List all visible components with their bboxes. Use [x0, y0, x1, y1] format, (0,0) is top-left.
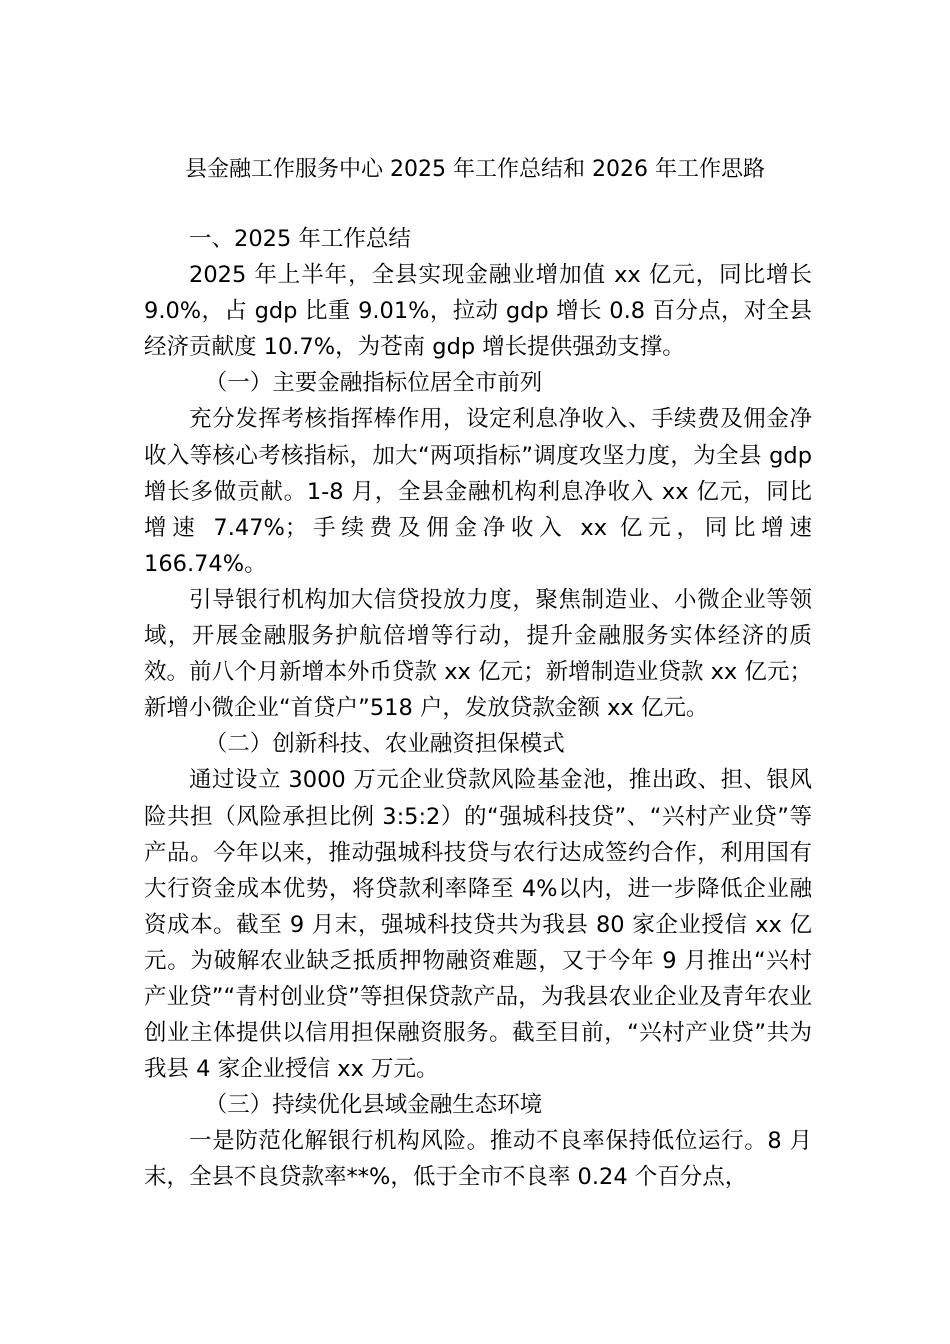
body-paragraph: 引导银行机构加大信贷投放力度，聚焦制造业、小微企业等领域，开展金融服务护航倍增等行动，提升金融服务实体经济的质效。前八个月新增本外币贷款 xx 亿元；新增制造业贷款 xx 亿元；新增小微企业“首贷户”518 户，发放贷款金额 xx 亿元。	[144, 586, 812, 722]
body-paragraph: 充分发挥考核指挥棒作用，设定利息净收入、手续费及佣金净收入等核心考核指标，加大“两项指标”调度攻坚力度，为全县 gdp 增长多做贡献。1-8 月，全县金融机构利息净收入 xx 亿元，同比增速 7.47%；手续费及佣金净收入 xx 亿元，同比增速 166.74%。	[144, 406, 812, 577]
subsection-heading: （二）创新科技、农业融资担保模式	[204, 731, 565, 758]
body-paragraph: 一是防范化解银行机构风险。推动不良率保持低位运行。8 月末，全县不良贷款率**%，低于全市不良率 0.24 个百分点，	[144, 1128, 812, 1191]
document-body	[144, 221, 812, 1196]
body-paragraph: 2025 年上半年，全县实现金融业增加值 xx 亿元，同比增长 9.0%，占 gdp 比重 9.01%，拉动 gdp 增长 0.8 百分点，对全县经济贡献度 10.7%，为苍南 gdp 增长提供强劲支撑。	[144, 262, 812, 361]
subsection-heading: （一）主要金融指标位居全市前列	[204, 370, 543, 397]
section-heading: 一、2025 年工作总结	[189, 226, 411, 252]
subsection-heading: （三）持续优化县域金融生态环境	[204, 1092, 543, 1119]
body-paragraph: 通过设立 3000 万元企业贷款风险基金池，推出政、担、银风险共担（风险承担比例 3:5:2）的“强城科技贷”、“兴村产业贷”等产品。今年以来，推动强城科技贷与农行达成签约合作，利用国有大行资金成本优势，将贷款利率降至 4%以内，进一步降低企业融资成本。截至 9 月末，强城科技贷共为我县 80 家企业授信 xx 亿元。为破解农业缺乏抵质押物融资难题，又于今年 9 月推出“兴村产业贷”“青村创业贷”等担保贷款产品，为我县农业企业及青年农业创业主体提供以信用担保融资服务。截至目前，“兴村产业贷”共为我县 4 家企业授信 xx 万元。	[144, 767, 812, 1083]
document-title: 县金融工作服务中心 2025 年工作总结和 2026 年工作思路	[185, 157, 765, 182]
